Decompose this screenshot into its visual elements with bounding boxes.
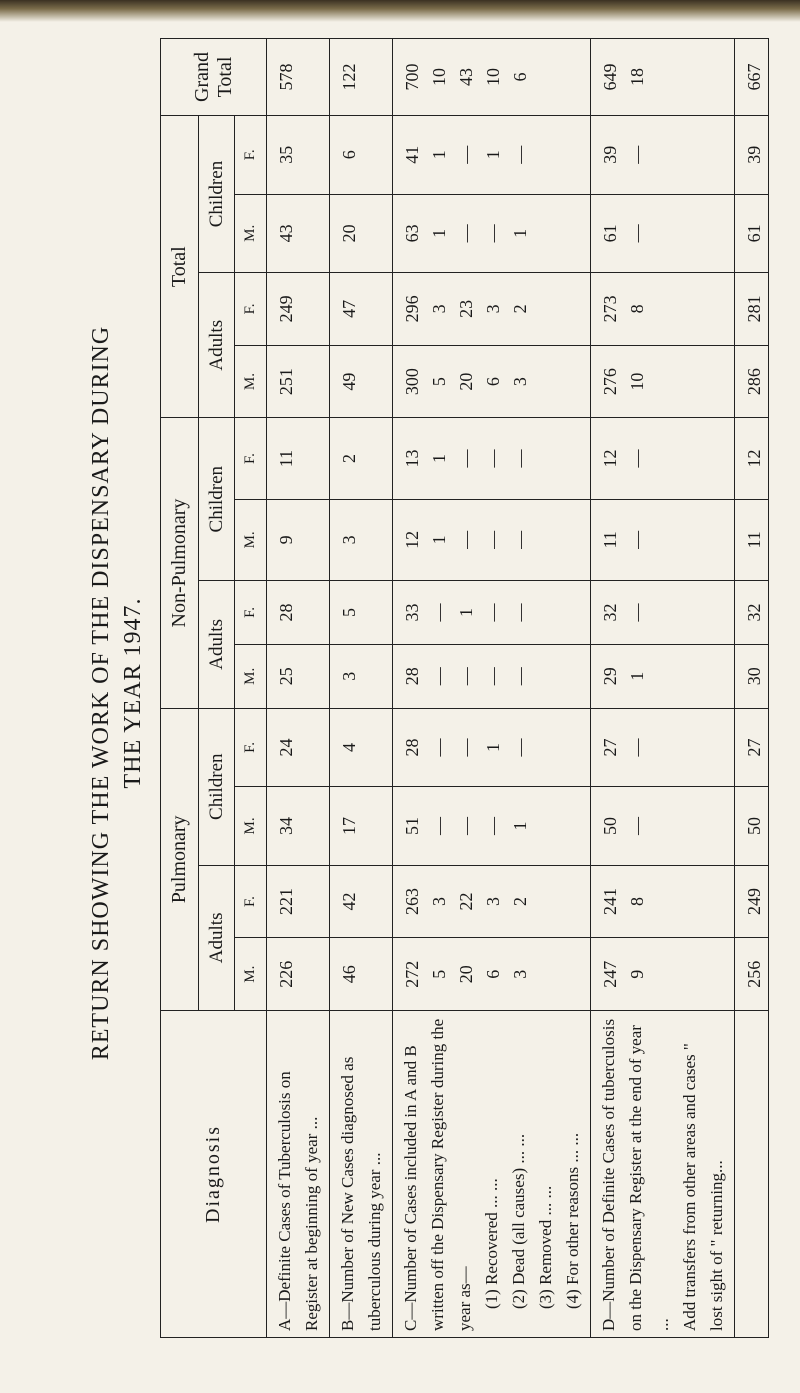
- table-cell: 221: [267, 865, 330, 938]
- table-cell: 28 — — — —: [393, 644, 591, 708]
- table-cell: 30: [735, 644, 769, 708]
- col-f: F.: [235, 708, 267, 787]
- table-cell: 28: [267, 581, 330, 645]
- table-cell: 35: [267, 116, 330, 195]
- table-cell: 281: [735, 273, 769, 346]
- row-a: [267, 39, 330, 1338]
- table-cell: 39: [735, 116, 769, 195]
- row-c-label: [393, 1011, 591, 1338]
- row-d-label: [591, 1011, 735, 1338]
- col-m: M.: [235, 194, 267, 273]
- table-cell: 667: [735, 39, 769, 116]
- table-cell: 42: [330, 865, 393, 938]
- non-pulmonary-header: Non-Pulmonary: [161, 418, 199, 708]
- table-cell: 32 —: [591, 581, 735, 645]
- table-cell: 249: [735, 865, 769, 938]
- row-c3-label: (3) Removed ... ...: [536, 1185, 555, 1309]
- row-c: [393, 39, 591, 1338]
- page-title: RETURN SHOWING THE WORK OF THE DISPENSARY DURING: [88, 325, 114, 1061]
- table-cell: 300 5 20 6 3: [393, 345, 591, 418]
- row-a-label: A—Definite Cases of Tuberculosis on Register at beginning of year ...: [267, 1011, 330, 1338]
- row-total-label: [735, 1011, 769, 1338]
- table-cell: 3: [330, 499, 393, 580]
- table-cell: 50 —: [591, 787, 735, 866]
- table-cell: 700 10 43 10 6: [393, 39, 591, 116]
- table-cell: 61: [735, 194, 769, 273]
- col-m: M.: [235, 938, 267, 1011]
- col-f: F.: [235, 418, 267, 499]
- table-cell: 578: [267, 39, 330, 116]
- grand-total-header: Grand Total: [161, 39, 267, 116]
- row-c2-label: (2) Dead (all causes) ... ...: [509, 1133, 528, 1309]
- table-cell: 251: [267, 345, 330, 418]
- page-subtitle: THE YEAR 1947.: [120, 597, 146, 789]
- col-m: M.: [235, 345, 267, 418]
- table-cell: 11: [735, 499, 769, 580]
- table-cell: 276 10: [591, 345, 735, 418]
- table-cell: 6: [330, 116, 393, 195]
- pulmonary-header: Pulmonary: [161, 708, 199, 1010]
- row-d-heading: D—Number of Definite Cases of tuberculosis on the Dispensary Register at the end of year ...: [599, 1018, 672, 1331]
- table-cell: 4: [330, 708, 393, 787]
- table-cell: 13 1 — — —: [393, 418, 591, 499]
- table-cell: 17: [330, 787, 393, 866]
- row-add-label: Add transfers from other areas and cases " lost sight of " returning...: [680, 1043, 726, 1331]
- col-m: M.: [235, 499, 267, 580]
- row-c1-label: (1) Recovered ... ...: [482, 1178, 501, 1309]
- table-cell: 47: [330, 273, 393, 346]
- non-pulmonary-children-header: Children: [199, 418, 235, 581]
- table-cell: 27: [735, 708, 769, 787]
- row-c-heading: C—Number of Cases included in A and B written off the Dispensary Register during the year as—: [401, 1018, 474, 1331]
- row-b-label: B—Number of New Cases diagnosed as tuberculous during year ...: [330, 1011, 393, 1338]
- col-m: M.: [235, 787, 267, 866]
- col-f: F.: [235, 865, 267, 938]
- row-c4-label: (4) For other reasons ... ...: [563, 1132, 582, 1309]
- table-cell: 249: [267, 273, 330, 346]
- total-header: Total: [161, 116, 199, 418]
- total-adults-header: Adults: [199, 273, 235, 418]
- table-cell: 241 8: [591, 865, 735, 938]
- table-cell: 272 5 20 6 3: [393, 938, 591, 1011]
- table-cell: 263 3 22 3 2: [393, 865, 591, 938]
- table-cell: 649 18: [591, 39, 735, 116]
- table-cell: 49: [330, 345, 393, 418]
- non-pulmonary-adults-header: Adults: [199, 581, 235, 709]
- table-cell: 29 1: [591, 644, 735, 708]
- pulmonary-adults-header: Adults: [199, 865, 235, 1010]
- table-cell: 27 —: [591, 708, 735, 787]
- table-cell: 33 — 1 — —: [393, 581, 591, 645]
- table-cell: 32: [735, 581, 769, 645]
- table-cell: 12 1 — — —: [393, 499, 591, 580]
- table-cell: 25: [267, 644, 330, 708]
- row-total: [735, 39, 769, 1338]
- dispensary-return-table: [160, 38, 769, 1338]
- table-cell: 39 —: [591, 116, 735, 195]
- table-cell: 226: [267, 938, 330, 1011]
- row-d: [591, 39, 735, 1338]
- table-cell: 11: [267, 418, 330, 499]
- table-cell: 12: [735, 418, 769, 499]
- table-cell: 122: [330, 39, 393, 116]
- page-edge-shadow: [0, 0, 800, 22]
- diagnosis-header: Diagnosis: [161, 1011, 267, 1338]
- table-cell: 20: [330, 194, 393, 273]
- table-cell: 9: [267, 499, 330, 580]
- table-cell: 51 — — — 1: [393, 787, 591, 866]
- table-cell: 2: [330, 418, 393, 499]
- table-cell: 61 —: [591, 194, 735, 273]
- col-m: M.: [235, 644, 267, 708]
- table-cell: 11 —: [591, 499, 735, 580]
- row-b: [330, 39, 393, 1338]
- table-cell: 247 9: [591, 938, 735, 1011]
- table-cell: 46: [330, 938, 393, 1011]
- total-children-header: Children: [199, 116, 235, 273]
- table-cell: 5: [330, 581, 393, 645]
- table-cell: 3: [330, 644, 393, 708]
- col-f: F.: [235, 581, 267, 645]
- table-cell: 286: [735, 345, 769, 418]
- table-cell: 34: [267, 787, 330, 866]
- table-cell: 41 1 — 1 —: [393, 116, 591, 195]
- table-cell: 43: [267, 194, 330, 273]
- table-cell: 12 —: [591, 418, 735, 499]
- col-f: F.: [235, 273, 267, 346]
- table-cell: 273 8: [591, 273, 735, 346]
- table-cell: 256: [735, 938, 769, 1011]
- col-f: F.: [235, 116, 267, 195]
- pulmonary-children-header: Children: [199, 708, 235, 865]
- table-cell: 296 3 23 3 2: [393, 273, 591, 346]
- table-cell: 24: [267, 708, 330, 787]
- table-cell: 50: [735, 787, 769, 866]
- table-cell: 63 1 — — 1: [393, 194, 591, 273]
- table-cell: 28 — — 1 —: [393, 708, 591, 787]
